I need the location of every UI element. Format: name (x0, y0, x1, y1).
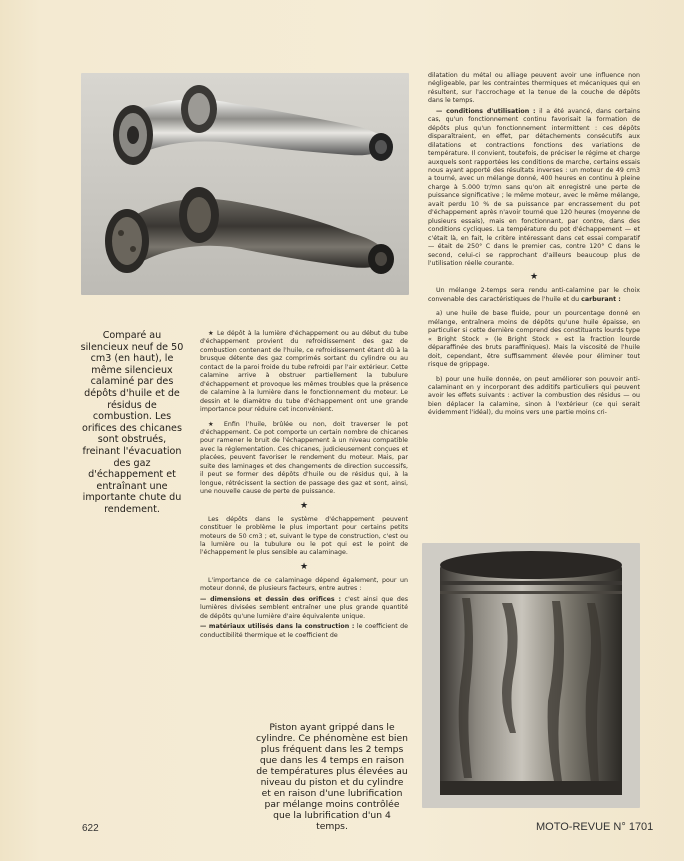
star-bullet-1: ★ (208, 330, 215, 337)
heading-carburant: carburant : (581, 295, 621, 303)
section-star-2: ★ (299, 561, 309, 572)
middle-paragraph-6 (200, 623, 408, 640)
caption-piston (256, 722, 408, 832)
caption-silencers (80, 330, 184, 516)
middle-paragraph-5 (200, 596, 408, 621)
middle-paragraph-2-text: Enfin l'huile, brûlée ou non, doit traverser le pot d'échappement. Ce pot comporte un certain nombre de chicanes pour ramener le bruit de l'échappement à un niveau compatible avec la réglementation. Ces chicanes, judicieusement conçues et placées, peuvent favoriser le rendement du moteur. Mais, par suite des laminages et des changements de direction successifs, il peut se former des dépôts d'huile ou de résidus qui, à la longue, rétrécissent la section de passage des gaz et sont, ainsi, une nouvelle cause de perte de puissance. (200, 420, 408, 496)
magazine-footer (536, 821, 653, 833)
right-paragraph-2-text: il a été avancé, dans certains cas, qu'un fonctionnement continu favorisait la formation de dépôts plus qu'un fonctionnement intermittent : ces dépôts disparaîtraient, en effet, par détachements consécutifs aux dilatations et contractions fonctions des variations de température. Il convient, toutefois, de préciser le régime et charge auxquels sont rapportées les conditions de marche, certains essais nous ayant apporté des résultats inverses : un moteur de 49 cm3 a tourné, avec un mélange donné, 400 heures en continu à pleine charge à 5.000 tr/mn sans qu'on ait enregistré une perte de puissance significative ; le même moteur, avec le même mélange, avait perdu 10 % de sa puissance par encrassement du pot d'échappement après n'avoir tourné que 120 heures (moyenne de plusieurs essais), mais en fonctionnant, par contre, dans des conditions cycliques. La température du pot d'échappement — et c'était là, en fait, le critère intéressant dans cet essai comparatif — était de 250° C dans le premier cas, contre 120° C dans le second, celui-ci se rapprochant d'ailleurs beaucoup plus de l'utilisation réelle courante. (428, 107, 640, 267)
middle-paragraph-1 (200, 330, 408, 415)
magazine-title: MOTO-REVUE (536, 821, 611, 833)
section-star-1: ★ (299, 500, 309, 511)
heading-conditions: — conditions d'utilisation : (436, 107, 536, 115)
photo-piston (422, 543, 640, 808)
middle-paragraph-4: L'importance de ce calaminage dépend également, pour un moteur donné, de plusieurs facteurs, entre autres : (200, 576, 408, 593)
right-paragraph-3-text: Un mélange 2-temps sera rendu anti-calamine par le choix convenable des caractéristiques de l'huile et du (428, 287, 640, 303)
photo-silencers (81, 73, 409, 295)
section-star-3: ★ (529, 272, 539, 283)
caption-silencers-text: Comparé au silencieux neuf de 50 cm3 (en haut), le même silencieux calaminé par des dépôts d'huile et de résidus de combustion. Les orifices des chicanes sont obstrués, freinant l'évacuation des gaz d'échappement et entraînant une importante chute du rendement. (80, 330, 184, 515)
right-paragraph-2 (428, 108, 640, 269)
right-paragraph-4: a) une huile de base fluide, pour un pourcentage donné en mélange, entraînera moins de dépôts qu'une huile épaisse, en particulier si cette dernière comprend des constituants lourds type « Bright Stock » (le Bright Stock » est la fraction lourde déparaffinée des bruts paraffiniques). Mais la viscosité de l'huile doit, cependant, être suffisamment élevée pour éliminer tout risque de grippage. (428, 310, 640, 369)
middle-paragraph-2 (200, 421, 408, 497)
heading-dimensions: — dimensions et dessin des orifices : (200, 595, 341, 603)
piston-image (422, 543, 640, 808)
middle-paragraph-5-text: c'est ainsi que des lumières divisées semblent entraîner une plus grande quantité de dépôts qu'une lumière d'aire équivalente unique. (200, 595, 408, 620)
heading-materiaux: — matériaux utilisés dans la construction : (200, 623, 355, 631)
right-column (428, 72, 640, 420)
star-bullet-2: ★ (208, 420, 218, 428)
page-number: 622 (82, 823, 99, 834)
middle-paragraph-3: Les dépôts dans le système d'échappement peuvent constituer le problème le plus important pour certains petits moteurs de 50 cm3 ; et, suivant le type de construction, c'est ou la lumière ou la tubulure ou le pot qui est le point de l'échappement le plus sensible au calaminage. (200, 515, 408, 557)
middle-column (200, 330, 408, 642)
middle-paragraph-6-text: le coefficient de conductibilité thermique et le coefficient de (200, 623, 408, 639)
caption-piston-text: Piston ayant grippé dans le cylindre. Ce phénomène est bien plus fréquent dans les 2 temps que dans les 4 temps en raison de températures plus élevées au niveau du piston et du cylindre et en raison d'une lubrification par mélange moins contrôlée que la lubrification d'un 4 temps. (256, 722, 408, 832)
right-paragraph-1: dilatation du métal ou alliage peuvent avoir une influence non négligeable, par les contraintes thermiques et mécaniques qui en résultent, sur l'accrochage et la tenue de la couche de dépôts dans le temps. (428, 72, 640, 105)
right-paragraph-5: b) pour une huile donnée, on peut améliorer son pouvoir anti-calaminant en y incorporant des additifs particuliers qui peuvent avoir les effets suivants : activer la combustion des résidus — ou bien déplacer la calamine, sinon à l'extérieur (ce qui serait évidemment l'idéal), du moins vers une partie moins cri- (428, 375, 640, 417)
issue-number: N° 1701 (613, 821, 654, 833)
middle-paragraph-1-text: Le dépôt à la lumière d'échappement ou au début du tube d'échappement provient du refroidissement des gaz de combustion contenant de l'huile, ce refroidissement étant dû à la brusque détente des gaz comprimés sortant du cylindre ou au contact de la paroi froide du tube refroidi par l'air extérieur. Cette calamine arrive à obstruer partiellement la tubulure d'échappement et provoque les mêmes troubles que la présence de calamine à la lumière dans le fonctionnement du moteur. Le dessin et le diamètre du tube d'échappement ont une grande importance pour réduire cet inconvénient. (200, 330, 408, 414)
silencers-image (81, 73, 409, 295)
right-paragraph-3 (428, 287, 640, 304)
